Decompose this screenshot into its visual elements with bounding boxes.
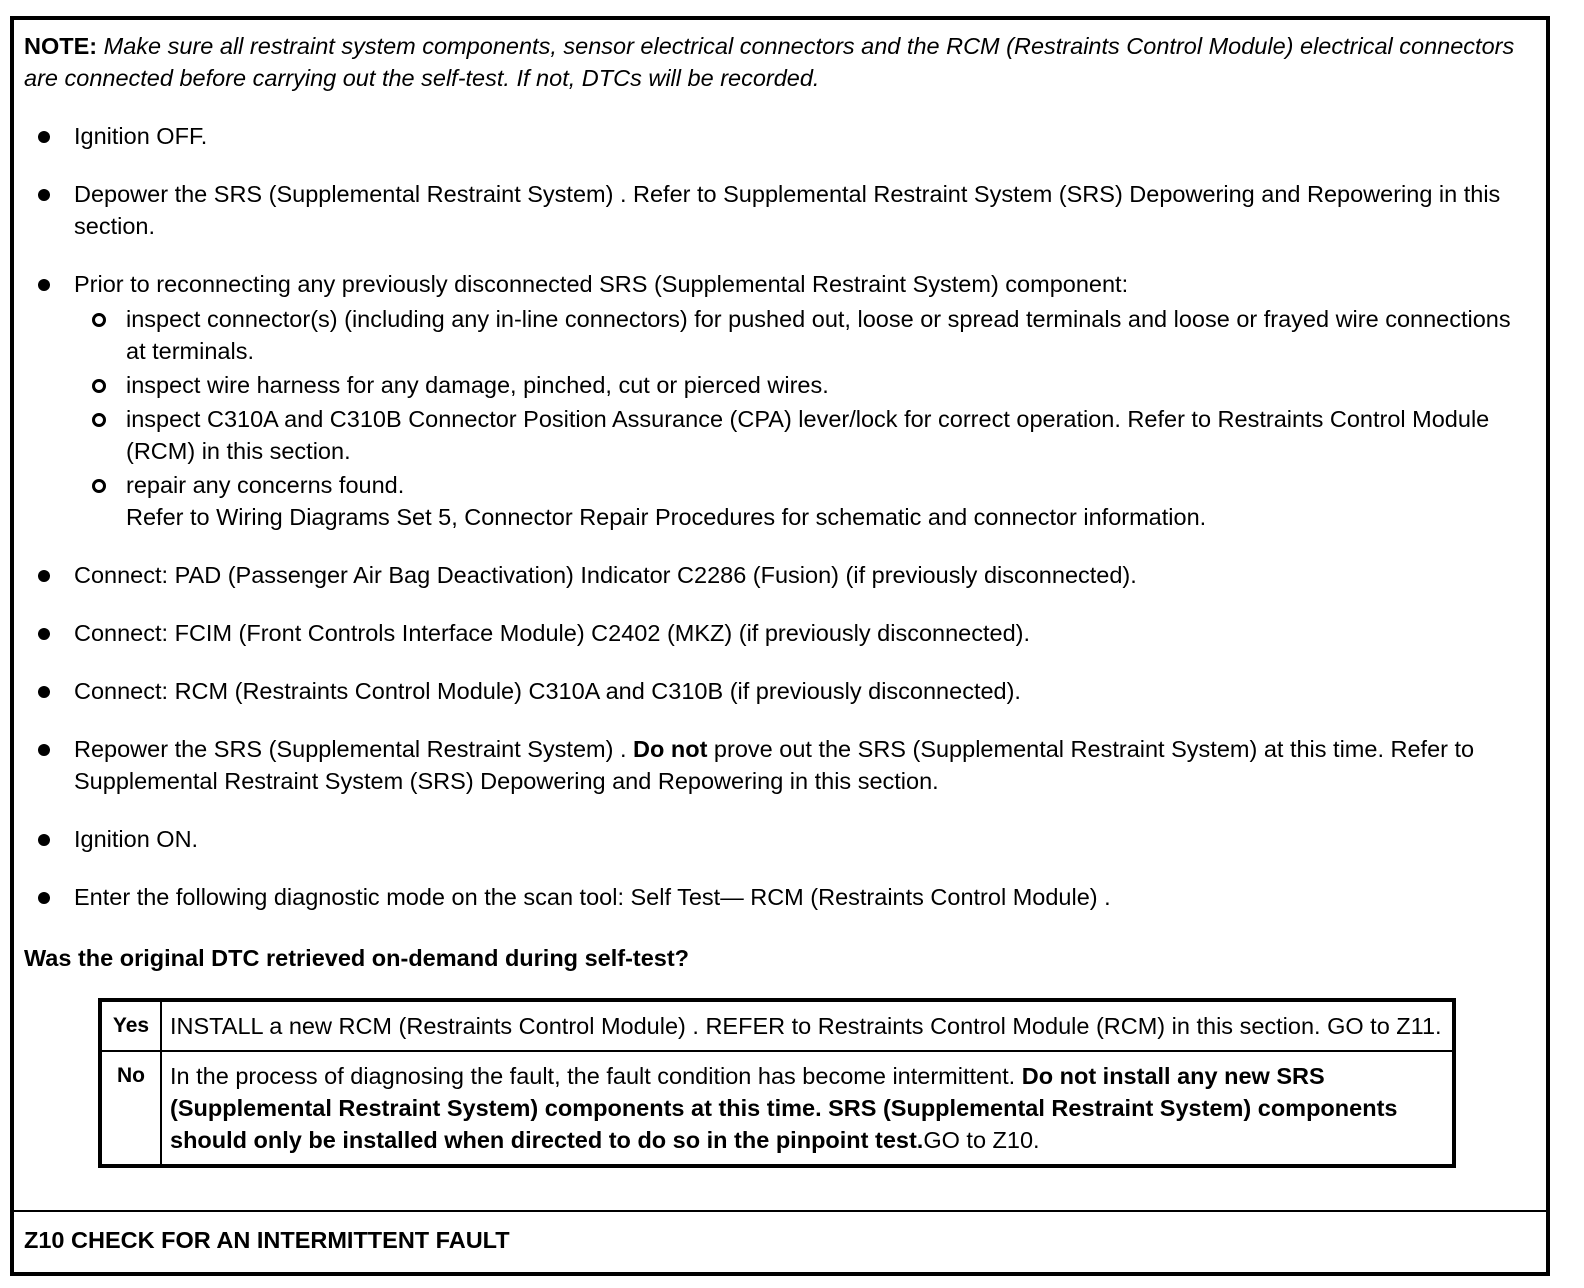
substep-repair-concerns [74, 469, 1524, 533]
procedure-frame [10, 16, 1550, 1276]
step-prior-to-reconnecting [14, 268, 1524, 533]
note-label: NOTE: [24, 33, 98, 59]
step-connect-rcm [14, 675, 1524, 707]
circle-bullet-icon [92, 313, 106, 327]
result-label-yes: Yes [100, 1000, 161, 1051]
circle-bullet-icon [92, 479, 106, 493]
substep-text-reference: Refer to Wiring Diagrams Set 5, Connector Repair Procedures for schematic and connector information. [126, 504, 1207, 530]
substep-text: inspect C310A and C310B Connector Position Assurance (CPA) lever/lock for correct operation. Refer to Restraints Control Module (RCM) in this section. [126, 406, 1490, 464]
substep-inspect-harness [74, 369, 1524, 401]
substep-inspect-connectors [74, 303, 1524, 367]
result-text-no [161, 1051, 1454, 1166]
result-row-no [100, 1051, 1454, 1166]
step-text-before: Repower the SRS (Supplemental Restraint System) . [74, 736, 634, 762]
bullet-icon [38, 131, 50, 143]
result-row-yes [100, 1000, 1454, 1051]
bullet-icon [38, 279, 50, 291]
next-step-title: Z10 CHECK FOR AN INTERMITTENT FAULT [24, 1227, 510, 1253]
bullet-icon [38, 189, 50, 201]
note-block [24, 30, 1524, 94]
step-text: Depower the SRS (Supplemental Restraint System) . Refer to Supplemental Restraint System (SRS) Depowering and Repowering in this section. [74, 181, 1501, 239]
substep-text: inspect connector(s) (including any in-line connectors) for pushed out, loose or spread terminals and loose or frayed wire connections at terminals. [126, 306, 1511, 364]
bullet-icon [38, 744, 50, 756]
note-text: Make sure all restraint system components, sensor electrical connectors and the RCM (Restraints Control Module) electrical connectors are connected before carrying out the self-test. If not, DTCs will be recorded. [24, 33, 1515, 91]
bullet-icon [38, 892, 50, 904]
step-connect-pad [14, 559, 1524, 591]
bullet-icon [38, 570, 50, 582]
result-label-no: No [100, 1051, 161, 1166]
substep-inspect-cpa [74, 403, 1524, 467]
circle-bullet-icon [92, 413, 106, 427]
substep-list [74, 303, 1524, 533]
question-text: Was the original DTC retrieved on-demand during self-test? [24, 945, 690, 971]
step-depower [14, 178, 1524, 242]
step-list [14, 120, 1534, 939]
substep-text: repair any concerns found. [126, 472, 405, 498]
step-text: Prior to reconnecting any previously disconnected SRS (Supplemental Restraint System) component: [74, 271, 1129, 297]
substep-text: inspect wire harness for any damage, pinched, cut or pierced wires. [126, 372, 829, 398]
bullet-icon [38, 834, 50, 846]
step-text: Ignition OFF. [74, 123, 208, 149]
circle-bullet-icon [92, 379, 106, 393]
step-ignition-on [14, 823, 1524, 855]
bullet-icon [38, 686, 50, 698]
step-text: Connect: RCM (Restraints Control Module) C310A and C310B (if previously disconnected). [74, 678, 1021, 704]
result-table [98, 998, 1456, 1168]
step-text-bold: Do not [633, 736, 708, 762]
result-text-yes: INSTALL a new RCM (Restraints Control Module) . REFER to Restraints Control Module (RCM) in this section. GO to Z11. [170, 1013, 1442, 1039]
step-text-after: prove out the SRS (Supplemental Restraint System) at this time. Refer to Supplemental Restraint System (SRS) Depowering and Repowering in this section. [74, 736, 1475, 794]
step-repower [14, 733, 1524, 797]
step-text: Ignition ON. [74, 826, 199, 852]
step-text: Connect: FCIM (Front Controls Interface Module) C2402 (MKZ) (if previously disconnected). [74, 620, 1031, 646]
result-no-bold: Do not install any new SRS (Supplemental Restraint System) components at this time. SRS (Supplemental Restraint System) components should only be installed when directed to do so in the pinpoint test. [170, 1063, 1398, 1153]
step-connect-fcim [14, 617, 1524, 649]
step-enter-self-test [14, 881, 1524, 913]
result-no-text-before: In the process of diagnosing the fault, the fault condition has become intermittent. [170, 1063, 1022, 1089]
next-step-header [14, 1210, 1546, 1268]
step-text: Enter the following diagnostic mode on the scan tool: Self Test— RCM (Restraints Control Module) . [74, 884, 1111, 910]
step-ignition-off [14, 120, 1524, 152]
result-no-text-after: GO to Z10. [923, 1127, 1040, 1153]
bullet-icon [38, 628, 50, 640]
step-text: Connect: PAD (Passenger Air Bag Deactivation) Indicator C2286 (Fusion) (if previously disconnected). [74, 562, 1137, 588]
